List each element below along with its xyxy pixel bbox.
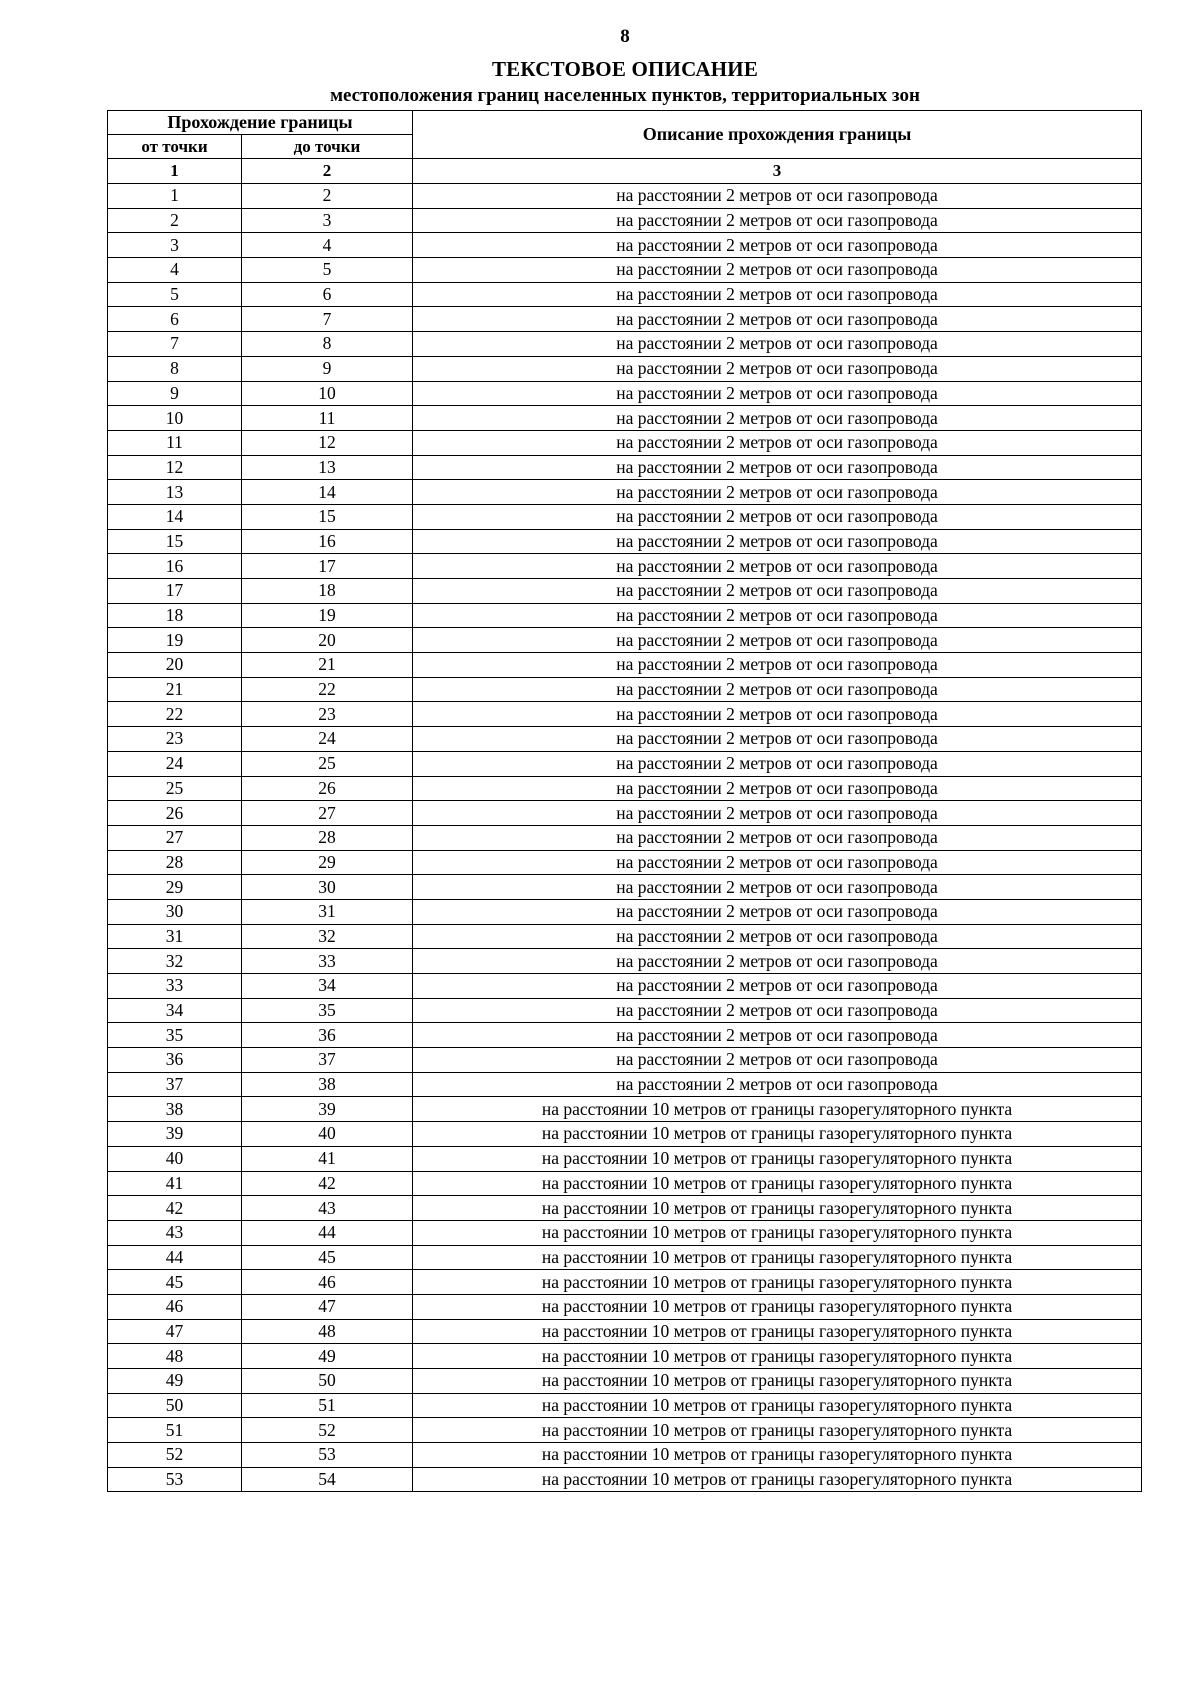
- description-cell: на расстоянии 2 метров от оси газопровода: [413, 430, 1142, 455]
- to-point-cell: 34: [242, 974, 413, 999]
- table-row: [108, 974, 1142, 999]
- description-cell: на расстоянии 2 метров от оси газопровода: [413, 924, 1142, 949]
- from-point-cell: 22: [108, 702, 242, 727]
- from-point-cell: 47: [108, 1319, 242, 1344]
- table-row: [108, 1344, 1142, 1369]
- description-cell: на расстоянии 10 метров от границы газорегуляторного пункта: [413, 1220, 1142, 1245]
- description-cell: на расстоянии 2 метров от оси газопровода: [413, 332, 1142, 357]
- to-point-cell: 45: [242, 1245, 413, 1270]
- table-row: [108, 1443, 1142, 1468]
- to-point-cell: 11: [242, 406, 413, 431]
- from-point-cell: 41: [108, 1171, 242, 1196]
- from-point-cell: 33: [108, 974, 242, 999]
- to-point-cell: 28: [242, 825, 413, 850]
- table-row: [108, 282, 1142, 307]
- from-point-cell: 51: [108, 1418, 242, 1443]
- page-number: 8: [620, 26, 630, 47]
- from-point-cell: 2: [108, 208, 242, 233]
- from-point-cell: 1: [108, 184, 242, 209]
- to-point-cell: 53: [242, 1443, 413, 1468]
- to-point-cell: 37: [242, 1048, 413, 1073]
- from-point-cell: 24: [108, 751, 242, 776]
- from-point-cell: 23: [108, 727, 242, 752]
- from-point-cell: 5: [108, 282, 242, 307]
- from-point-cell: 6: [108, 307, 242, 332]
- from-point-cell: 26: [108, 801, 242, 826]
- to-point-cell: 40: [242, 1122, 413, 1147]
- table-row: [108, 1418, 1142, 1443]
- from-point-cell: 3: [108, 233, 242, 258]
- table-row: [108, 1270, 1142, 1295]
- to-point-cell: 48: [242, 1319, 413, 1344]
- description-cell: на расстоянии 10 метров от границы газорегуляторного пункта: [413, 1196, 1142, 1221]
- description-cell: на расстоянии 2 метров от оси газопровода: [413, 850, 1142, 875]
- to-point-cell: 46: [242, 1270, 413, 1295]
- to-point-cell: 54: [242, 1467, 413, 1492]
- from-point-cell: 27: [108, 825, 242, 850]
- description-cell: на расстоянии 10 метров от границы газорегуляторного пункта: [413, 1122, 1142, 1147]
- from-point-cell: 52: [108, 1443, 242, 1468]
- from-point-cell: 15: [108, 529, 242, 554]
- from-point-cell: 37: [108, 1072, 242, 1097]
- description-cell: на расстоянии 2 метров от оси газопровода: [413, 504, 1142, 529]
- header-to-point: до точки: [242, 135, 413, 159]
- table-row: [108, 258, 1142, 283]
- from-point-cell: 19: [108, 628, 242, 653]
- from-point-cell: 16: [108, 554, 242, 579]
- to-point-cell: 42: [242, 1171, 413, 1196]
- header-from-point: от точки: [108, 135, 242, 159]
- from-point-cell: 4: [108, 258, 242, 283]
- description-cell: на расстоянии 10 метров от границы газорегуляторного пункта: [413, 1344, 1142, 1369]
- table-row: [108, 1122, 1142, 1147]
- from-point-cell: 12: [108, 455, 242, 480]
- from-point-cell: 28: [108, 850, 242, 875]
- to-point-cell: 8: [242, 332, 413, 357]
- from-point-cell: 17: [108, 579, 242, 604]
- table-row: [108, 776, 1142, 801]
- description-cell: на расстоянии 2 метров от оси газопровода: [413, 282, 1142, 307]
- table-row: [108, 430, 1142, 455]
- description-cell: на расстоянии 2 метров от оси газопровода: [413, 875, 1142, 900]
- description-cell: на расстоянии 2 метров от оси газопровода: [413, 381, 1142, 406]
- description-cell: на расстоянии 10 метров от границы газорегуляторного пункта: [413, 1369, 1142, 1394]
- description-cell: на расстоянии 10 метров от границы газорегуляторного пункта: [413, 1171, 1142, 1196]
- description-cell: на расстоянии 2 метров от оси газопровода: [413, 751, 1142, 776]
- table-row: [108, 1393, 1142, 1418]
- table-row: [108, 949, 1142, 974]
- from-point-cell: 45: [108, 1270, 242, 1295]
- table-row: [108, 801, 1142, 826]
- table-row: [108, 1369, 1142, 1394]
- description-cell: на расстоянии 2 метров от оси газопровода: [413, 801, 1142, 826]
- to-point-cell: 29: [242, 850, 413, 875]
- from-point-cell: 36: [108, 1048, 242, 1073]
- document-title: ТЕКСТОВОЕ ОПИСАНИЕ: [491, 57, 759, 81]
- description-cell: на расстоянии 2 метров от оси газопровода: [413, 628, 1142, 653]
- to-point-cell: 21: [242, 653, 413, 678]
- to-point-cell: 32: [242, 924, 413, 949]
- table-row: [108, 504, 1142, 529]
- table-row: [108, 924, 1142, 949]
- table-row: [108, 875, 1142, 900]
- table-row: [108, 1220, 1142, 1245]
- to-point-cell: 10: [242, 381, 413, 406]
- from-point-cell: 25: [108, 776, 242, 801]
- table-row: [108, 208, 1142, 233]
- header-column-number-3: 3: [413, 159, 1142, 184]
- to-point-cell: 49: [242, 1344, 413, 1369]
- to-point-cell: 36: [242, 1023, 413, 1048]
- boundary-table: [107, 110, 1142, 1492]
- to-point-cell: 3: [242, 208, 413, 233]
- table-row: [108, 825, 1142, 850]
- from-point-cell: 46: [108, 1294, 242, 1319]
- description-cell: на расстоянии 2 метров от оси газопровода: [413, 184, 1142, 209]
- to-point-cell: 20: [242, 628, 413, 653]
- table-row: [108, 677, 1142, 702]
- to-point-cell: 33: [242, 949, 413, 974]
- table-row: [108, 603, 1142, 628]
- from-point-cell: 10: [108, 406, 242, 431]
- description-cell: на расстоянии 10 метров от границы газорегуляторного пункта: [413, 1270, 1142, 1295]
- to-point-cell: 52: [242, 1418, 413, 1443]
- from-point-cell: 40: [108, 1146, 242, 1171]
- table-row: [108, 307, 1142, 332]
- from-point-cell: 29: [108, 875, 242, 900]
- to-point-cell: 19: [242, 603, 413, 628]
- table-row: [108, 1245, 1142, 1270]
- table-row: [108, 579, 1142, 604]
- from-point-cell: 13: [108, 480, 242, 505]
- to-point-cell: 30: [242, 875, 413, 900]
- table-row: [108, 1467, 1142, 1492]
- to-point-cell: 47: [242, 1294, 413, 1319]
- description-cell: на расстоянии 2 метров от оси газопровода: [413, 1072, 1142, 1097]
- description-cell: на расстоянии 2 метров от оси газопровода: [413, 677, 1142, 702]
- to-point-cell: 13: [242, 455, 413, 480]
- table-row: [108, 1294, 1142, 1319]
- from-point-cell: 21: [108, 677, 242, 702]
- table-row: [108, 727, 1142, 752]
- description-cell: на расстоянии 2 метров от оси газопровода: [413, 1048, 1142, 1073]
- header-boundary-passage: Прохождение границы: [108, 111, 413, 135]
- description-cell: на расстоянии 2 метров от оси газопровода: [413, 949, 1142, 974]
- description-cell: на расстоянии 2 метров от оси газопровода: [413, 776, 1142, 801]
- from-point-cell: 31: [108, 924, 242, 949]
- table-row: [108, 184, 1142, 209]
- description-cell: на расстоянии 2 метров от оси газопровода: [413, 899, 1142, 924]
- table-row: [108, 356, 1142, 381]
- description-cell: на расстоянии 2 метров от оси газопровода: [413, 998, 1142, 1023]
- description-cell: на расстоянии 2 метров от оси газопровода: [413, 258, 1142, 283]
- description-cell: на расстоянии 2 метров от оси газопровода: [413, 233, 1142, 258]
- description-cell: на расстоянии 2 метров от оси газопровода: [413, 480, 1142, 505]
- table-row: [108, 332, 1142, 357]
- from-point-cell: 20: [108, 653, 242, 678]
- table-row: [108, 899, 1142, 924]
- from-point-cell: 44: [108, 1245, 242, 1270]
- header-column-number-1: 1: [108, 159, 242, 184]
- from-point-cell: 32: [108, 949, 242, 974]
- from-point-cell: 7: [108, 332, 242, 357]
- from-point-cell: 42: [108, 1196, 242, 1221]
- from-point-cell: 30: [108, 899, 242, 924]
- description-cell: на расстоянии 2 метров от оси газопровода: [413, 727, 1142, 752]
- description-cell: на расстоянии 2 метров от оси газопровода: [413, 702, 1142, 727]
- description-cell: на расстоянии 10 метров от границы газорегуляторного пункта: [413, 1467, 1142, 1492]
- description-cell: на расстоянии 10 метров от границы газорегуляторного пункта: [413, 1146, 1142, 1171]
- to-point-cell: 41: [242, 1146, 413, 1171]
- description-cell: на расстоянии 10 метров от границы газорегуляторного пункта: [413, 1294, 1142, 1319]
- from-point-cell: 11: [108, 430, 242, 455]
- to-point-cell: 50: [242, 1369, 413, 1394]
- to-point-cell: 14: [242, 480, 413, 505]
- table-row: [108, 702, 1142, 727]
- description-cell: на расстоянии 10 метров от границы газорегуляторного пункта: [413, 1319, 1142, 1344]
- to-point-cell: 24: [242, 727, 413, 752]
- to-point-cell: 4: [242, 233, 413, 258]
- to-point-cell: 27: [242, 801, 413, 826]
- to-point-cell: 9: [242, 356, 413, 381]
- description-cell: на расстоянии 2 метров от оси газопровода: [413, 825, 1142, 850]
- table-row: [108, 998, 1142, 1023]
- description-cell: на расстоянии 2 метров от оси газопровода: [413, 307, 1142, 332]
- description-cell: на расстоянии 10 метров от границы газорегуляторного пункта: [413, 1393, 1142, 1418]
- from-point-cell: 43: [108, 1220, 242, 1245]
- description-cell: на расстоянии 10 метров от границы газорегуляторного пункта: [413, 1443, 1142, 1468]
- document-subtitle: местоположения границ населенных пунктов, территориальных зон: [330, 85, 920, 106]
- to-point-cell: 2: [242, 184, 413, 209]
- to-point-cell: 15: [242, 504, 413, 529]
- table-row: [108, 1146, 1142, 1171]
- description-cell: на расстоянии 10 метров от границы газорегуляторного пункта: [413, 1245, 1142, 1270]
- table-row: [108, 628, 1142, 653]
- table-row: [108, 1319, 1142, 1344]
- from-point-cell: 50: [108, 1393, 242, 1418]
- from-point-cell: 48: [108, 1344, 242, 1369]
- from-point-cell: 18: [108, 603, 242, 628]
- table-row: [108, 233, 1142, 258]
- description-cell: на расстоянии 10 метров от границы газорегуляторного пункта: [413, 1418, 1142, 1443]
- table-row: [108, 480, 1142, 505]
- from-point-cell: 35: [108, 1023, 242, 1048]
- description-cell: на расстоянии 2 метров от оси газопровода: [413, 1023, 1142, 1048]
- to-point-cell: 26: [242, 776, 413, 801]
- table-row: [108, 850, 1142, 875]
- table-row: [108, 381, 1142, 406]
- table-header: [108, 111, 1142, 184]
- to-point-cell: 51: [242, 1393, 413, 1418]
- table-row: [108, 1097, 1142, 1122]
- to-point-cell: 43: [242, 1196, 413, 1221]
- to-point-cell: 17: [242, 554, 413, 579]
- to-point-cell: 22: [242, 677, 413, 702]
- header-description: Описание прохождения границы: [413, 111, 1142, 159]
- table-body: [108, 184, 1142, 1492]
- to-point-cell: 39: [242, 1097, 413, 1122]
- to-point-cell: 5: [242, 258, 413, 283]
- description-cell: на расстоянии 2 метров от оси газопровода: [413, 356, 1142, 381]
- table-row: [108, 1196, 1142, 1221]
- description-cell: на расстоянии 2 метров от оси газопровода: [413, 208, 1142, 233]
- from-point-cell: 39: [108, 1122, 242, 1147]
- to-point-cell: 31: [242, 899, 413, 924]
- from-point-cell: 49: [108, 1369, 242, 1394]
- from-point-cell: 8: [108, 356, 242, 381]
- description-cell: на расстоянии 2 метров от оси газопровода: [413, 974, 1142, 999]
- from-point-cell: 14: [108, 504, 242, 529]
- from-point-cell: 38: [108, 1097, 242, 1122]
- table-row: [108, 455, 1142, 480]
- table-row: [108, 1023, 1142, 1048]
- to-point-cell: 35: [242, 998, 413, 1023]
- table-row: [108, 1048, 1142, 1073]
- to-point-cell: 16: [242, 529, 413, 554]
- to-point-cell: 44: [242, 1220, 413, 1245]
- to-point-cell: 18: [242, 579, 413, 604]
- description-cell: на расстоянии 2 метров от оси газопровода: [413, 554, 1142, 579]
- table-row: [108, 1072, 1142, 1097]
- from-point-cell: 53: [108, 1467, 242, 1492]
- description-cell: на расстоянии 2 метров от оси газопровода: [413, 579, 1142, 604]
- description-cell: на расстоянии 2 метров от оси газопровода: [413, 455, 1142, 480]
- description-cell: на расстоянии 2 метров от оси газопровода: [413, 603, 1142, 628]
- header-column-number-2: 2: [242, 159, 413, 184]
- to-point-cell: 6: [242, 282, 413, 307]
- description-cell: на расстоянии 2 метров от оси газопровода: [413, 406, 1142, 431]
- to-point-cell: 7: [242, 307, 413, 332]
- description-cell: на расстоянии 2 метров от оси газопровода: [413, 653, 1142, 678]
- table-row: [108, 751, 1142, 776]
- to-point-cell: 23: [242, 702, 413, 727]
- description-cell: на расстоянии 2 метров от оси газопровода: [413, 529, 1142, 554]
- to-point-cell: 38: [242, 1072, 413, 1097]
- to-point-cell: 12: [242, 430, 413, 455]
- description-cell: на расстоянии 10 метров от границы газорегуляторного пункта: [413, 1097, 1142, 1122]
- table-row: [108, 529, 1142, 554]
- table-row: [108, 554, 1142, 579]
- to-point-cell: 25: [242, 751, 413, 776]
- from-point-cell: 9: [108, 381, 242, 406]
- table-row: [108, 1171, 1142, 1196]
- table-row: [108, 406, 1142, 431]
- from-point-cell: 34: [108, 998, 242, 1023]
- table-row: [108, 653, 1142, 678]
